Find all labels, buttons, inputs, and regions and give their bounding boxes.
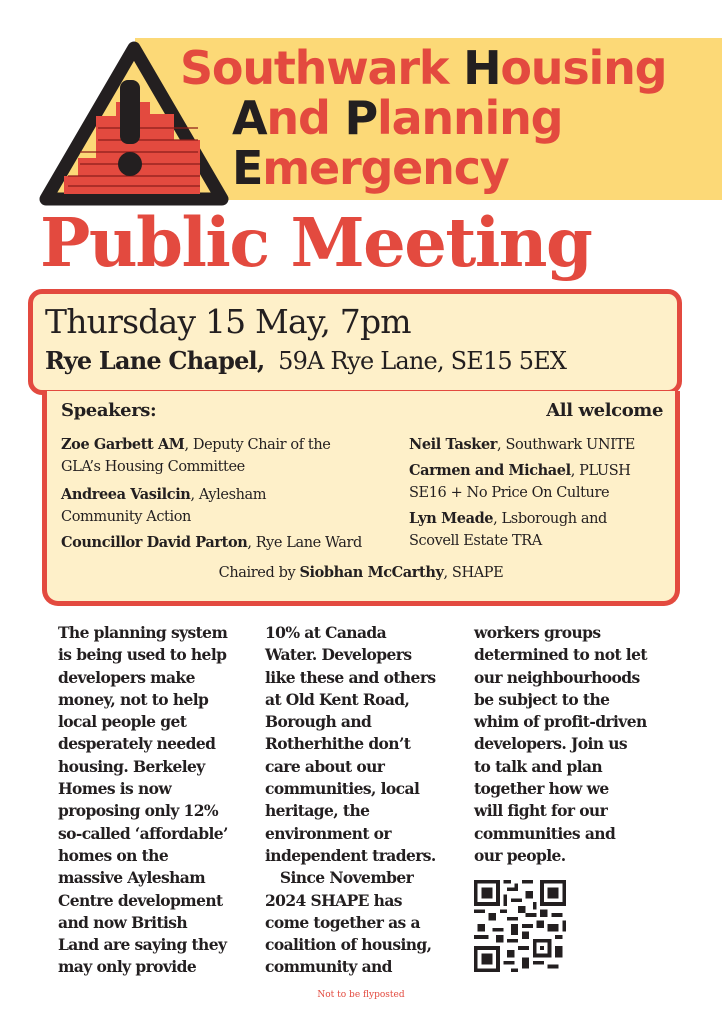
body-line: community and <box>265 957 392 977</box>
venue-address: 59A Rye Lane, SE15 5EX <box>278 347 567 375</box>
body-line: environment or <box>265 823 391 843</box>
body-column-1 <box>58 622 258 979</box>
body-line: care about our <box>265 756 385 776</box>
body-line: our people. <box>474 845 566 865</box>
body-line: like these and others <box>265 667 436 687</box>
body-line: 10% at Canada <box>265 623 387 642</box>
body-column-2 <box>265 622 465 979</box>
body-line: our neighbourhoods <box>474 667 640 687</box>
exclamation-dot <box>118 152 142 176</box>
body-line: is being used to help <box>58 645 227 665</box>
speaker-entry: Zoe Garbett AM, Deputy Chair of the GLA’s Housing Committee <box>61 436 331 475</box>
title-line-1: Southwark Housing <box>180 41 667 95</box>
body-line: The planning system <box>58 623 228 642</box>
body-line: will fight for our <box>474 801 608 821</box>
body-line: proposing only 12% <box>58 801 219 821</box>
speaker-entry: Councillor David Parton, Rye Lane Ward <box>61 534 362 551</box>
body-line: desperately needed <box>58 734 216 754</box>
body-line: developers make <box>58 667 195 687</box>
title-line-3: Emergency <box>232 141 509 195</box>
body-line: workers groups <box>474 623 601 642</box>
venue-name: Rye Lane Chapel, <box>45 346 265 375</box>
body-line: heritage, the <box>265 801 370 821</box>
speaker-entry: Neil Tasker, Southwark UNITE <box>409 436 635 453</box>
body-line: homes on the <box>58 845 169 865</box>
body-line: Centre development <box>58 890 223 910</box>
body-line: independent traders. <box>265 845 436 865</box>
event-date-time: Thursday 15 May, 7pm <box>45 302 411 341</box>
body-line: coalition of housing, <box>265 935 432 955</box>
qr-code[interactable] <box>474 880 566 972</box>
title-line-2: And Planning <box>232 91 563 145</box>
body-line: Rotherhithe don’t <box>265 734 411 754</box>
body-line: may only provide <box>58 957 197 977</box>
flyposting-notice: Not to be flyposted <box>317 990 405 1000</box>
body-line: to talk and plan <box>474 756 603 776</box>
event-details-box <box>28 289 682 395</box>
body-line: communities, local <box>265 779 420 799</box>
body-line: communities and <box>474 823 616 843</box>
chair-line: Chaired by Siobhan McCarthy, SHAPE <box>218 564 504 581</box>
body-line: Homes is now <box>58 779 172 799</box>
exclamation-bar <box>120 80 140 144</box>
body-line: housing. Berkeley <box>58 756 205 776</box>
body-line: massive Aylesham <box>58 868 206 888</box>
speaker-entry: Andreea Vasilcin, Aylesham Community Action <box>61 486 267 525</box>
body-line: so-called ‘affordable’ <box>58 823 228 843</box>
body-line: local people get <box>58 712 187 732</box>
body-line: together how we <box>474 779 609 799</box>
speakers-heading: Speakers: <box>61 400 157 421</box>
all-welcome-label: All welcome <box>546 400 663 421</box>
body-line: money, not to help <box>58 689 209 709</box>
body-line: come together as a <box>265 912 420 932</box>
body-column-3 <box>474 622 674 867</box>
body-line: at Old Kent Road, <box>265 689 410 709</box>
body-line: developers. Join us <box>474 734 628 754</box>
speaker-entry: Carmen and Michael, PLUSH SE16 + No Price On Culture <box>409 462 631 501</box>
body-line: Water. Developers <box>265 645 412 665</box>
body-line: Since November <box>265 868 414 888</box>
body-line: 2024 SHAPE has <box>265 890 402 910</box>
speakers-box <box>42 391 680 606</box>
body-line: whim of profit-driven <box>474 712 647 732</box>
page-title: Public Meeting <box>40 203 592 282</box>
body-line: be subject to the <box>474 689 610 709</box>
body-line: Land are saying they <box>58 935 227 955</box>
body-line: Borough and <box>265 712 372 732</box>
body-line: determined to not let <box>474 645 647 665</box>
event-venue <box>45 344 566 378</box>
body-line: and now British <box>58 912 188 932</box>
speaker-entry: Lyn Meade, Lsborough and Scovell Estate TRA <box>409 510 607 549</box>
